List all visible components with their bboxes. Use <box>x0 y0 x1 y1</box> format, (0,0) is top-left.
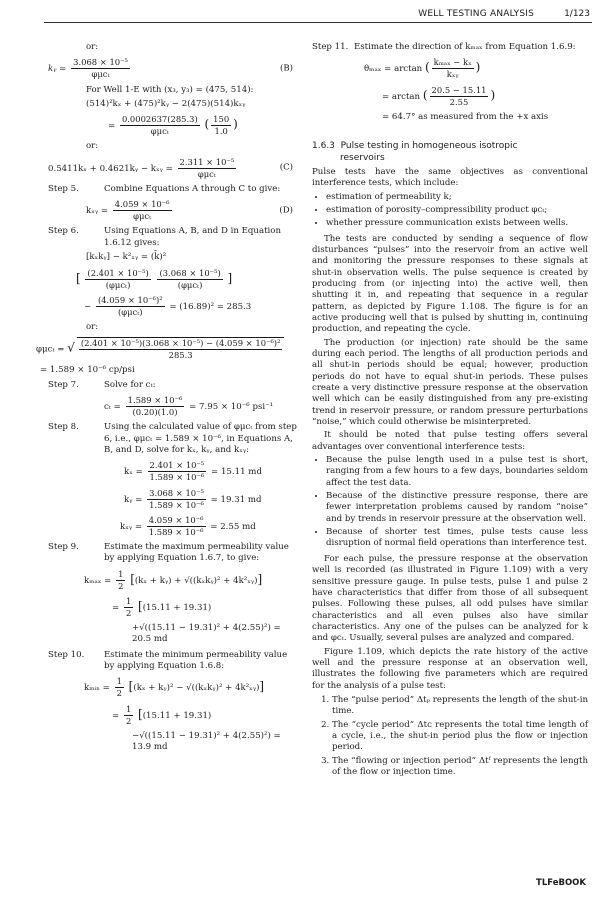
equation-c <box>48 157 299 180</box>
or-label: or: <box>86 42 99 52</box>
numerator: 0.0002637(285.3) <box>120 114 200 126</box>
eq-body: (15.11 + 19.31) <box>142 602 212 613</box>
step-10 <box>48 650 299 673</box>
eq-result: = 7.95 × 10⁻⁶ psi⁻¹ <box>189 402 274 413</box>
equation-tag: (C) <box>279 162 293 173</box>
eq-pre: = <box>112 602 120 613</box>
eq-body: (15.11 + 19.31) <box>142 710 212 721</box>
step-label: Step 5. <box>48 183 79 194</box>
paragraph: The tests are conducted by sending a sequence of flow disturbances “pulses” into the reservoir from an active well and monitoring the pressure responses to these signals at shut-in observation wells. The pulse sequence is created by producing from (or injecting into) the active well, then shutting it in, and repeating that sequence in a regular pattern, as depicted by Figure 1.108. The figure is for an active producing well that is pulsed by shutting in, continuing production, and repeating the cycle. <box>312 233 588 335</box>
step-text: Estimate the minimum permeability value by applying Equation 1.6.8: <box>104 649 288 671</box>
equation-tag: (D) <box>279 205 293 216</box>
numerator: 1 <box>124 596 133 608</box>
list-item: • Because of shorter test times, pulse tests cause less disruption of normal field operations than interference test. <box>326 527 588 550</box>
equation-9a: kₘₐₓ = $\frac{1}{2}$ [(kₓ + kᵧ) + √((kₓkᵧ)² + 4k²ₓᵧ)] <box>84 568 263 591</box>
header-rule <box>44 22 592 23</box>
numerator: 20.5 − 15.11 <box>430 85 489 97</box>
step-text: Solve for cₜ: <box>104 379 156 390</box>
numerator: 4.059 × 10⁻⁶ <box>147 515 206 527</box>
fraction <box>96 295 165 318</box>
numerator: 3.068 × 10⁻⁵ <box>147 488 206 500</box>
eq-lhs: kₘᵢₙ = <box>84 683 110 694</box>
step-label: Step 6. <box>48 226 79 237</box>
denominator: 1.589 × 10⁻⁶ <box>149 499 204 510</box>
step-6 <box>48 226 299 249</box>
eq-lhs: kᵧ = <box>48 64 67 75</box>
parameters-list <box>312 695 588 778</box>
numerator: (2.401 × 10⁻⁵)(3.068 × 10⁻⁵) − (4.059 × 10⁻⁶)² <box>79 338 283 350</box>
step-label: Step 8. <box>48 422 79 433</box>
denominator: 2 <box>125 715 132 726</box>
equation-8b <box>48 488 299 511</box>
step-11 <box>312 42 588 53</box>
fraction <box>211 114 231 137</box>
fraction <box>178 157 237 180</box>
fraction <box>85 268 150 291</box>
fraction <box>430 85 489 108</box>
eq-lhs: kₘₐₓ = <box>84 575 112 586</box>
equation-7 <box>48 395 299 418</box>
step-text: Estimate the direction of kₘₐₓ from Equation 1.6.9: <box>354 42 576 52</box>
fraction <box>432 57 474 80</box>
numerator: (2.401 × 10⁻⁵) <box>85 268 150 280</box>
numerator: 2.401 × 10⁻⁵ <box>148 460 207 472</box>
step-5 <box>48 184 299 195</box>
denominator: 1.589 × 10⁻⁶ <box>148 526 204 537</box>
step-label: Step 7. <box>48 379 79 390</box>
fraction <box>77 337 285 361</box>
section-heading <box>312 141 588 165</box>
numerator: 2.311 × 10⁻⁵ <box>178 157 237 169</box>
list-item: • Because of the distinctive pressure response, there are fewer interpretation problems caused by random “noise” and by trends in reservoir pressure at the observation well. <box>326 491 588 525</box>
right-column <box>312 42 588 781</box>
denominator: φμcₜ <box>133 211 152 222</box>
intro-paragraph: Pulse tests have the same objectives as conventional interference tests, which include: <box>312 166 588 189</box>
denominator: 2 <box>125 607 132 618</box>
eq-result: = 15.11 md <box>211 467 262 478</box>
denominator: 1.0 <box>214 126 228 137</box>
advantages-list <box>312 455 588 550</box>
equation-11c: = 64.7° as measured from the +x axis <box>382 111 549 122</box>
equation-6e: = 1.589 × 10⁻⁶ cp/psi <box>40 365 135 376</box>
denominator: φμcₜ <box>197 168 216 179</box>
fraction <box>157 268 222 291</box>
step-text: Estimate the maximum permeability value by applying Equation 1.6.7, to give: <box>104 541 289 564</box>
list-item: • whether pressure communication exists between wells. <box>326 218 588 229</box>
step-label: Step 10. <box>48 649 85 660</box>
equation-tag: (B) <box>279 63 293 74</box>
denominator: (φμcₜ) <box>177 279 203 290</box>
equation-9b: = $\frac{1}{2}$ [(15.11 + 19.31) <box>112 595 212 618</box>
step-9 <box>48 542 299 565</box>
denominator: (φμcₜ) <box>105 279 131 290</box>
step-8 <box>48 422 299 456</box>
numerator: 1 <box>115 676 124 688</box>
eq-pre: = <box>112 710 120 721</box>
or-label: or: <box>86 321 99 332</box>
list-item: • estimation of porosity–compressibility product φcₜ; <box>326 205 588 216</box>
numerator: 4.059 × 10⁻⁶ <box>113 199 172 211</box>
footer-watermark: TLFeBOOK <box>536 877 586 888</box>
fraction <box>126 395 185 418</box>
equation-514: (514)²kₓ + (475)²kᵧ − 2(475)(514)kₓᵧ <box>86 98 246 109</box>
paragraph: The production (or injection) rate should be the same during each period. The lengths of all production periods and all shut-in periods should be equal; however, production periods do not have to equal shut-in periods. These pulses create a very distinctive pressure response at the observation well which can be easily distinguished from any pre-existing trend in reservoir pressure, or random pressure perturbations “noise,” which could otherwise be misinterpreted. <box>312 337 588 428</box>
denominator: 2 <box>118 580 124 591</box>
equation-8c <box>48 515 299 538</box>
step-text: Using Equations A, B, and D in Equation 1.6.12 gives: <box>104 226 281 248</box>
eq-lhs: kₓᵧ = <box>120 521 143 532</box>
eq-body: (kₓ + kᵧ)² − √((kₓkᵧ)² + 4k²ₓᵧ) <box>133 683 260 694</box>
eq-lhs: θₘₐₓ = arctan <box>364 64 423 75</box>
list-item: 1. The “pulse period” Δtₚ represents the length of the shut-in time. <box>332 695 588 718</box>
numerator: 1 <box>116 569 125 581</box>
denominator: φμcₜ <box>91 69 110 80</box>
equation-6a: [kₓkᵧ] − k²ₓᵧ = (k̄)² <box>86 252 167 263</box>
list-item: • Because the pulse length used in a pulse test is short, ranging from a few hours to a few days, boundaries seldom affect the test data. <box>326 455 588 489</box>
equation-10b: = $\frac{1}{2}$ [(15.11 + 19.31) <box>112 703 212 726</box>
equation-10a: kₘᵢₙ = $\frac{1}{2}$ [(kₓ + kᵧ)² − √((kₓkᵧ)² + 4k²ₓᵧ)] <box>84 676 265 699</box>
numerator: 3.068 × 10⁻⁵ <box>71 57 130 69</box>
equation-9c: +√((15.11 − 19.31)² + 4(2.55)²) = 20.5 md <box>132 622 281 645</box>
denominator: (φμcₜ) <box>117 306 143 317</box>
step-7 <box>48 380 299 391</box>
fraction <box>113 199 172 222</box>
or-label: or: <box>86 141 99 152</box>
equation-6c: − $\frac{\text{(4.059 × 10⁻⁶)²}}{\text{(φμcₜ)}}$ = (16.89)² = 285.3 <box>84 294 252 317</box>
objectives-list <box>312 192 588 230</box>
denominator: 2 <box>116 688 122 699</box>
step-text: Using the calculated value of φμcₜ from step 6, i.e., φμcₜ = 1.589 × 10⁻⁶, in Equations A, B, and D, solve for kₓ, kᵧ, and kₓᵧ: <box>104 422 297 455</box>
step-label: Step 11. <box>312 42 349 52</box>
eq-lhs: kₓᵧ = <box>86 206 109 217</box>
fraction <box>148 460 207 483</box>
eq-body: (kₓ + kᵧ) + √((kₓkᵧ)² + 4k²ₓᵧ) <box>134 575 258 586</box>
equation-6b: [ $\frac{\text{(2.401 × 10⁻⁵)}}{\text{(φμcₜ)}}$ $\frac{\text{(3.068 × 10⁻⁵)}}{\text{(φμcₜ)}}$ ] <box>76 267 233 290</box>
equation-6d: φμcₜ = √ $\frac{\text{(2.401 × 10⁻⁵)(3.068 × 10⁻⁵) − (4.059 × 10⁻⁶)²}}{285.3}$ <box>36 337 299 361</box>
numerator: (3.068 × 10⁻⁵) <box>157 268 222 280</box>
eq-pre: = <box>108 121 116 132</box>
eq-lhs: φμcₜ = <box>36 344 65 355</box>
denominator: 1.589 × 10⁻⁶ <box>149 472 205 483</box>
left-column <box>36 42 299 753</box>
fraction <box>124 704 133 727</box>
numerator: 150 <box>211 114 231 126</box>
paragraph: For each pulse, the pressure response at the observation well is recorded (as illustrated in Figure 1.109) with a very sensitive pressure gauge. In pulse tests, pulse 1 and pulse 2 have characteristics that differ from those of all subsequent pulses. Following these pulses, all odd pulses have similar characteristics and all even pulses also have similar characteristics. Any one of the pulses can be analyzed for k and φcₜ. Usually, several pulses are analyzed and compared. <box>312 553 588 644</box>
well-coordinates: For Well 1-E with (x₃, y₃) = (475, 514): <box>86 84 254 95</box>
numerator: 1.589 × 10⁻⁶ <box>126 395 185 407</box>
equation-b <box>48 57 299 80</box>
denominator: kₓᵧ <box>446 69 459 80</box>
fraction <box>124 596 133 619</box>
page-header <box>0 0 604 40</box>
equation-514b: = $\frac{0.0002637(285.3)}{\text{φμcₜ}}$ ( $\frac{150}{1.0}$ ) <box>108 114 238 137</box>
list-item: • estimation of permeability k; <box>326 192 588 203</box>
equation-8a <box>48 460 299 483</box>
denominator: φμcₜ <box>150 126 169 137</box>
step-text: Combine Equations A through C to give: <box>104 183 281 194</box>
fraction <box>115 676 124 699</box>
paragraph: It should be noted that pulse testing offers several advantages over conventional interference tests: <box>312 430 588 452</box>
fraction <box>116 569 125 592</box>
eq-pre: = arctan <box>382 91 421 102</box>
step-label: Step 9. <box>48 541 79 552</box>
eq-lhs: cₜ = <box>104 402 121 413</box>
list-item: 3. The “flowing or injection period” Δtᶠ represents the length of the flow or injection time. <box>332 756 588 779</box>
numerator: 1 <box>124 704 133 716</box>
paragraph: Figure 1.109, which depicts the rate history of the active well and the pressure response at an observation well, illustrates the following five parameters which are required for the analysis of a pulse test: <box>312 646 588 691</box>
equation-d <box>48 199 299 222</box>
list-item: 2. The “cycle period” Δtᴄ represents the total time length of a cycle, i.e., the shut-in period plus the flow or injection period. <box>332 720 588 754</box>
equation-11a: θₘₐₓ = arctan ( $\frac{\text{kₘₐₓ − kₓ}}{\text{kₓᵧ}}$ ) <box>364 57 481 80</box>
section-title: Pulse testing in homogeneous isotropic <box>340 141 518 152</box>
eq-result: = (16.89)² = 285.3 <box>169 301 252 312</box>
eq-result: = 19.31 md <box>210 494 262 505</box>
denominator: 285.3 <box>168 350 193 361</box>
numerator: (4.059 × 10⁻⁶)² <box>96 295 165 307</box>
fraction <box>147 488 206 511</box>
denominator: 2.55 <box>449 96 469 107</box>
eq-lhs: 0.5411kₓ + 0.4621kᵧ − kₓᵧ = <box>48 163 173 174</box>
fraction <box>71 57 130 80</box>
section-title-line2: reservoirs <box>340 152 385 163</box>
eq-lhs: kᵧ = <box>124 494 143 505</box>
section-number: 1.6.3 <box>312 141 335 152</box>
denominator: (0.20)(1.0) <box>132 407 178 418</box>
running-title: WELL TESTING ANALYSIS <box>418 9 534 19</box>
fraction <box>147 515 206 538</box>
eq-lhs: kₓ = <box>124 467 143 478</box>
page-number: 1/123 <box>564 9 590 19</box>
eq-result: = 2.55 md <box>210 521 256 532</box>
numerator: kₘₐₓ − kₓ <box>432 57 474 69</box>
equation-10c: −√((15.11 − 19.31)² + 4(2.55)²) = 13.9 md <box>132 730 281 753</box>
fraction <box>120 114 200 137</box>
equation-11b: = arctan ( $\frac{20.5 - 15.11}{2.55}$ ) <box>382 84 496 107</box>
